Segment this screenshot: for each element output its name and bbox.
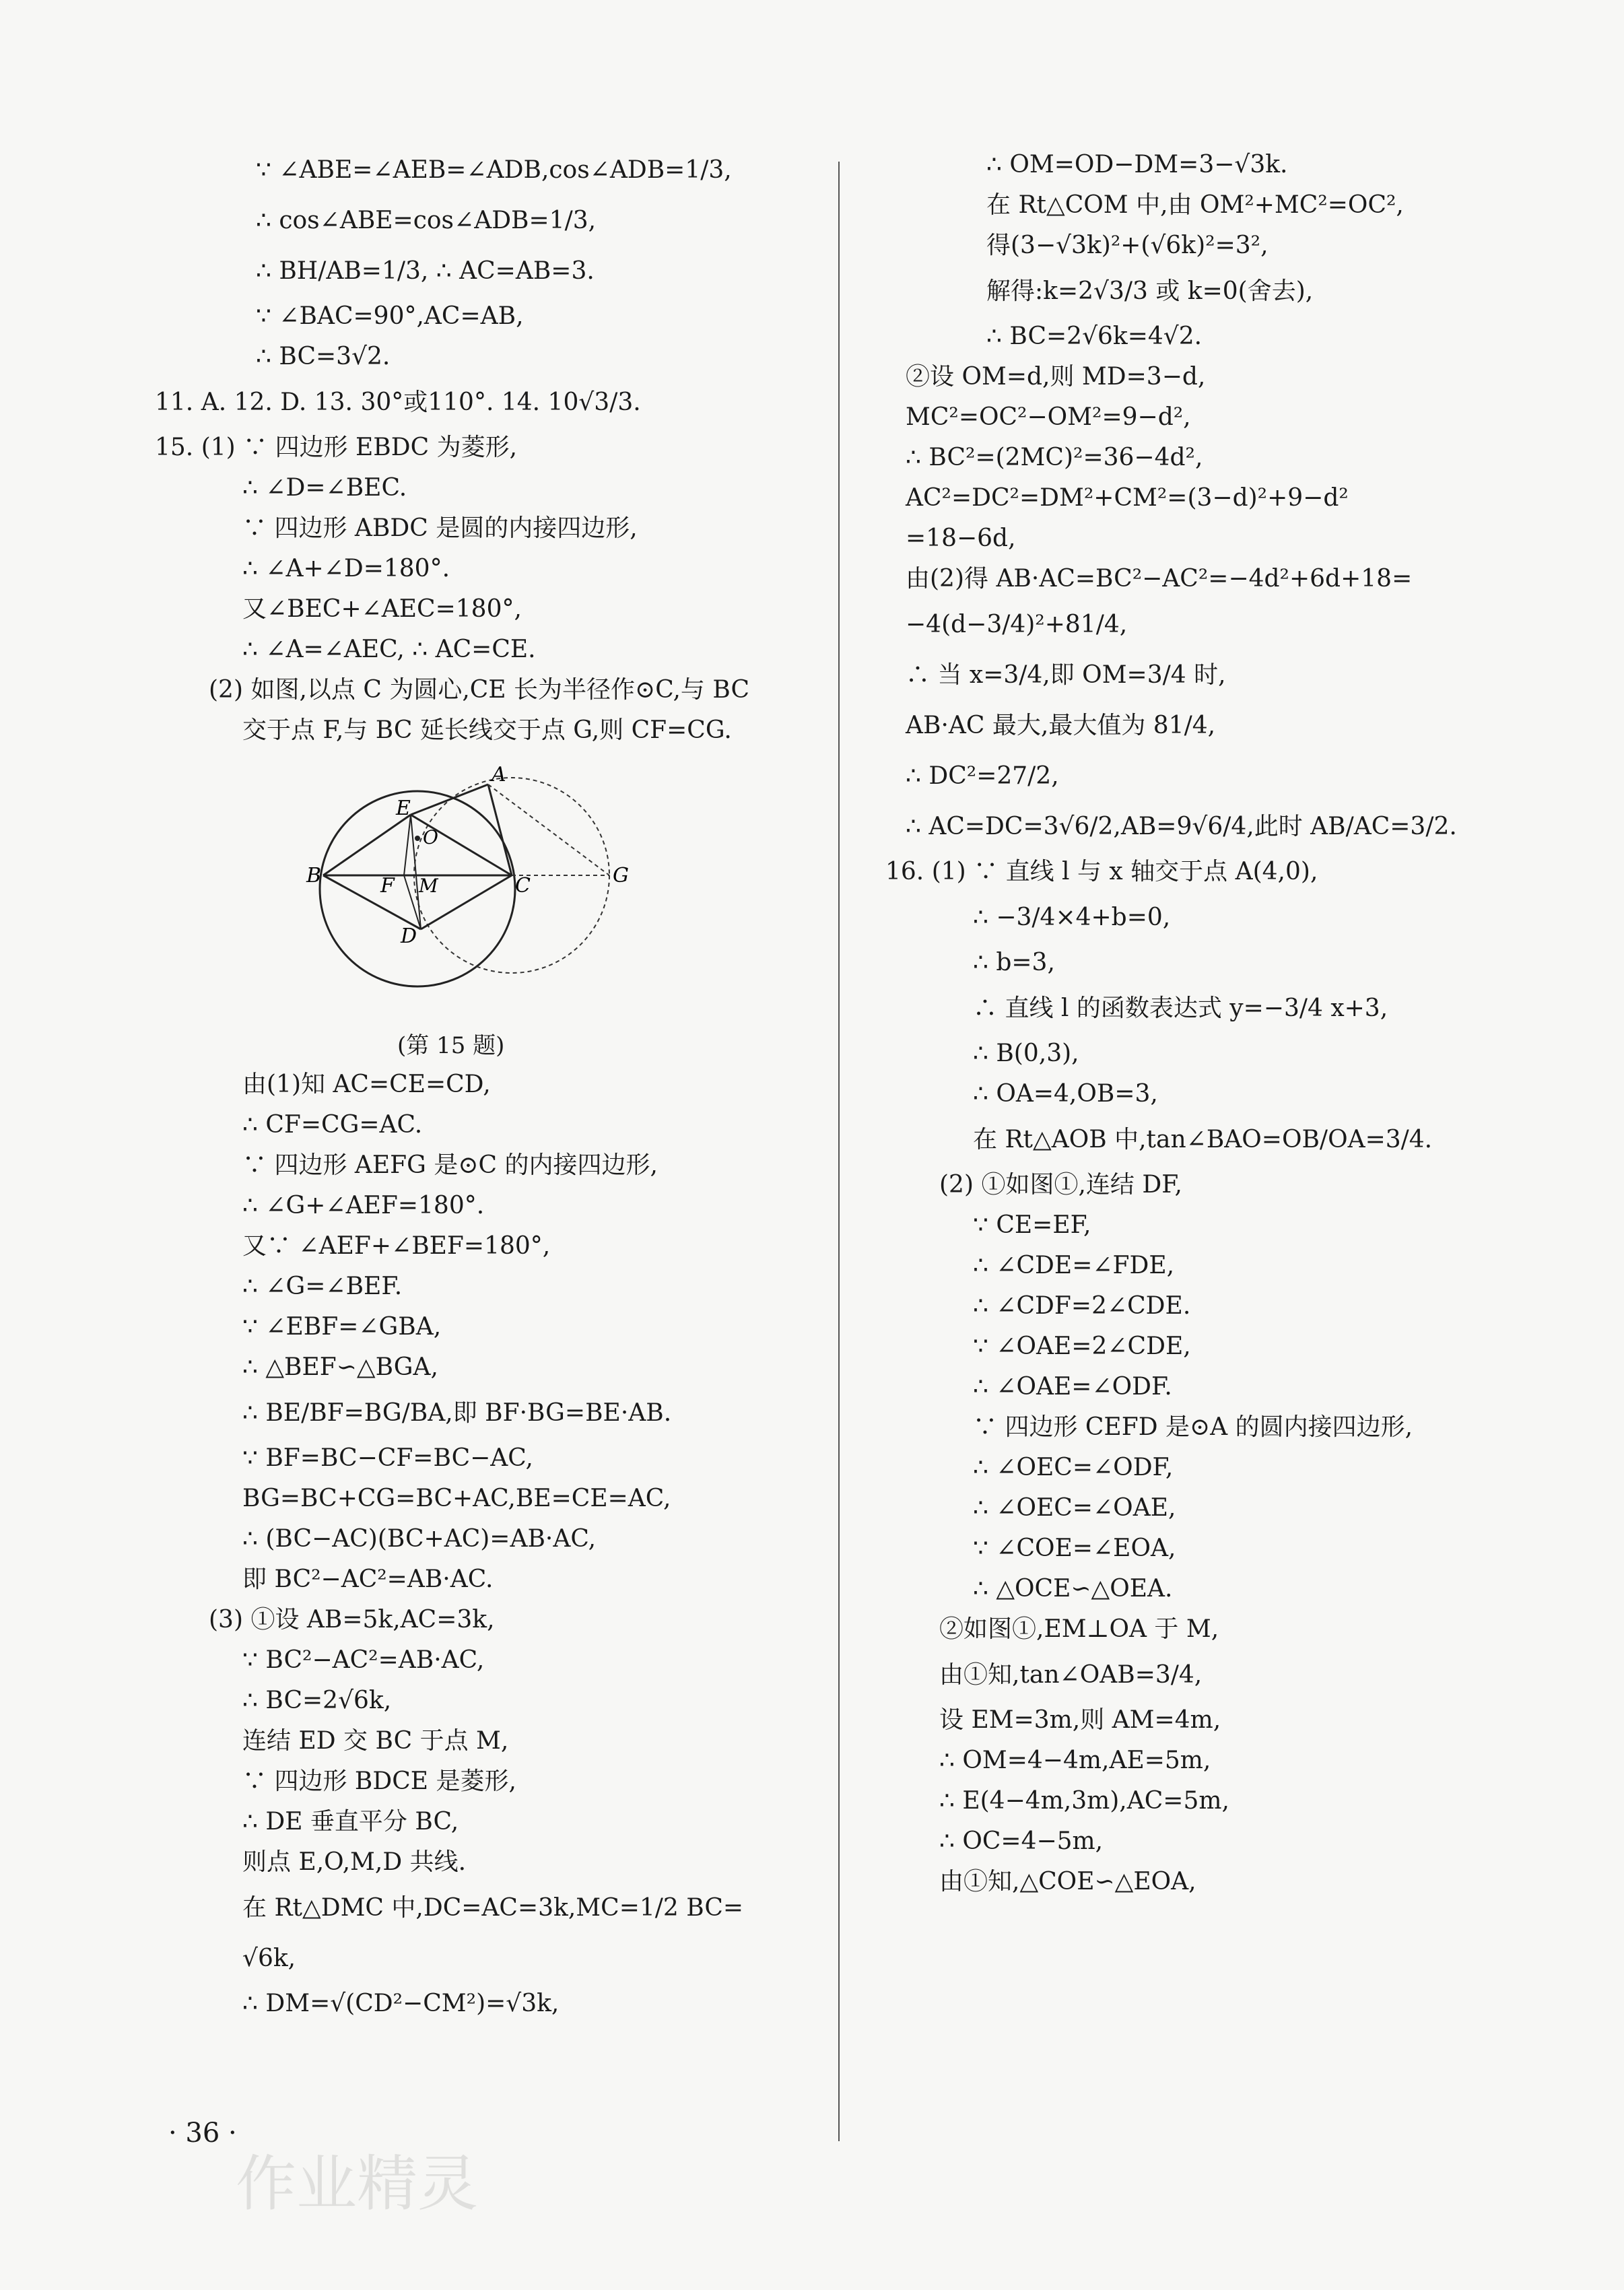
left2-line: ∴ △BEF∽△BGA, <box>242 1353 438 1381</box>
page-number: · 36 · <box>168 2118 237 2149</box>
left-line: 11. A. 12. D. 13. 30°或110°. 14. 10√3/3. <box>155 389 641 416</box>
right-line: AB·AC 最大,最大值为 81/4, <box>906 712 1216 739</box>
left2-line: ∵ 四边形 AEFG 是⊙C 的内接四边形, <box>242 1151 658 1179</box>
label-O: O <box>423 826 438 848</box>
right-line: ∴ ∠OEC=∠ODF, <box>973 1454 1174 1481</box>
label-F: F <box>380 874 395 898</box>
watermark: 作业精灵 <box>236 2149 478 2219</box>
right-line: ∵ CE=EF, <box>973 1211 1091 1239</box>
right-line: 由①知,△COE∽△EOA, <box>939 1868 1196 1895</box>
label-C: C <box>515 874 531 898</box>
left2-line: ∴ ∠G=∠BEF. <box>242 1273 403 1300</box>
right-column <box>885 145 1572 1902</box>
left2-line: ∴ BC=2√6k, <box>242 1687 392 1714</box>
label-B: B <box>306 864 322 887</box>
right-line: 在 Rt△COM 中,由 OM²+MC²=OC², <box>986 191 1404 219</box>
left-lines-top <box>155 145 828 751</box>
right-line: 解得:k=2√3/3 或 k=0(舍去), <box>986 277 1314 305</box>
left2-line: 由(1)知 AC=CE=CD, <box>242 1071 491 1098</box>
left2-line: 连结 ED 交 BC 于点 M, <box>242 1727 509 1755</box>
left-line: ∵ ∠ABE=∠AEB=∠ADB,cos∠ADB=1/3, <box>256 156 732 184</box>
column-divider <box>838 162 840 2141</box>
right-line: MC²=OC²−OM²=9−d², <box>906 403 1191 431</box>
left2-line: (3) ①设 AB=5k,AC=3k, <box>209 1606 495 1634</box>
left2-line: 在 Rt△DMC 中,DC=AC=3k,MC=1/2 BC= <box>242 1894 744 1922</box>
left2-line: 又∵ ∠AEF+∠BEF=180°, <box>242 1232 551 1260</box>
right-line: ∴ B(0,3), <box>973 1040 1079 1067</box>
right-line: ②设 OM=d,则 MD=3−d, <box>906 363 1206 391</box>
label-D: D <box>401 924 417 948</box>
label-E: E <box>396 797 411 820</box>
right-line: ∵ ∠OAE=2∠CDE, <box>973 1333 1191 1360</box>
left2-line: ∵ 四边形 BDCE 是菱形, <box>242 1767 516 1795</box>
label-A: A <box>492 763 506 786</box>
left2-line: ∴ CF=CG=AC. <box>242 1111 423 1139</box>
right-line: ∵ ∠COE=∠EOA, <box>973 1535 1176 1562</box>
right-line: ∴ BC=2√6k=4√2. <box>986 323 1203 350</box>
right-line: 16. (1) ∵ 直线 l 与 x 轴交于点 A(4,0), <box>885 858 1318 885</box>
right-line: ∴ ∠CDF=2∠CDE. <box>973 1292 1191 1320</box>
right-line: 设 EM=3m,则 AM=4m, <box>939 1706 1221 1734</box>
left2-line: √6k, <box>242 1945 296 1972</box>
left2-line: 即 BC²−AC²=AB·AC. <box>242 1565 494 1593</box>
label-G: G <box>613 864 629 887</box>
right-line: ∴ AC=DC=3√6/2,AB=9√6/4,此时 AB/AC=3/2. <box>906 813 1457 840</box>
figure-caption: (第 15 题) <box>397 1032 505 1059</box>
left-line: ∴ ∠D=∠BEC. <box>242 474 407 502</box>
right-line: AC²=DC²=DM²+CM²=(3−d)²+9−d² <box>906 484 1349 512</box>
right-line: ∴ OA=4,OB=3, <box>973 1080 1158 1108</box>
left-line: 交于点 F,与 BC 延长线交于点 G,则 CF=CG. <box>242 716 732 744</box>
right-line: 在 Rt△AOB 中,tan∠BAO=OB/OA=3/4. <box>973 1126 1433 1153</box>
left-line: ∴ BC=3√2. <box>256 343 391 370</box>
left2-line: ∴ DM=√(CD²−CM²)=√3k, <box>242 1990 560 2017</box>
left-line: ∴ ∠A+∠D=180°. <box>242 555 450 582</box>
left-lines-bottom <box>155 1065 828 2024</box>
left2-line: ∵ ∠EBF=∠GBA, <box>242 1313 442 1341</box>
left2-line: ∴ (BC−AC)(BC+AC)=AB·AC, <box>242 1525 597 1553</box>
left2-line: ∴ DE 垂直平分 BC, <box>242 1808 459 1836</box>
right-line: ②如图①,EM⊥OA 于 M, <box>939 1615 1219 1643</box>
left2-line: ∵ BC²−AC²=AB·AC, <box>242 1646 485 1674</box>
right-line: 由①知,tan∠OAB=3/4, <box>939 1661 1203 1689</box>
left-line: 15. (1) ∵ 四边形 EBDC 为菱形, <box>155 434 518 461</box>
left-line: ∴ ∠A=∠AEC, ∴ AC=CE. <box>242 636 536 663</box>
right-line: ∴ BC²=(2MC)²=36−4d², <box>906 444 1203 471</box>
left2-line: ∴ ∠G+∠AEF=180°. <box>242 1192 485 1219</box>
right-line: ∴ OM=OD−DM=3−√3k. <box>986 151 1288 178</box>
right-line: ∴ OC=4−5m, <box>939 1827 1104 1855</box>
figure-15 <box>306 757 828 1027</box>
right-line: ∴ b=3, <box>973 949 1055 976</box>
geometry-diagram <box>306 757 660 1027</box>
left-line: ∵ ∠BAC=90°,AC=AB, <box>256 302 524 330</box>
right-line: ∴ DC²=27/2, <box>906 762 1059 790</box>
right-line: =18−6d, <box>906 525 1016 552</box>
left-line: ∴ BH/AB=1/3, ∴ AC=AB=3. <box>256 257 595 285</box>
left2-line: ∴ BE/BF=BG/BA,即 BF·BG=BE·AB. <box>242 1399 672 1427</box>
right-line: ∴ 直线 l 的函数表达式 y=−3/4 x+3, <box>973 995 1388 1022</box>
right-line: ∴ ∠CDE=∠FDE, <box>973 1252 1175 1279</box>
right-line: ∴ −3/4×4+b=0, <box>973 904 1171 931</box>
right-line: ∴ E(4−4m,3m),AC=5m, <box>939 1787 1229 1815</box>
right-line: 由(2)得 AB·AC=BC²−AC²=−4d²+6d+18= <box>906 565 1413 593</box>
left-line: (2) 如图,以点 C 为圆心,CE 长为半径作⊙C,与 BC <box>209 676 750 704</box>
right-line: −4(d−3/4)²+81/4, <box>906 611 1128 638</box>
label-M: M <box>419 875 438 897</box>
right-line: ∵ 四边形 CEFD 是⊙A 的圆内接四边形, <box>973 1413 1413 1441</box>
left2-line: ∵ BF=BC−CF=BC−AC, <box>242 1444 533 1472</box>
left2-line: BG=BC+CG=BC+AC,BE=CE=AC, <box>242 1485 671 1512</box>
right-line: ∴ △OCE∽△OEA. <box>973 1575 1173 1603</box>
right-lines <box>885 145 1572 1902</box>
left2-line: 则点 E,O,M,D 共线. <box>242 1848 467 1876</box>
right-line: (2) ①如图①,连结 DF, <box>939 1171 1183 1199</box>
left-line: ∵ 四边形 ABDC 是圆的内接四边形, <box>242 514 638 542</box>
right-line: ∴ ∠OAE=∠ODF. <box>973 1373 1172 1401</box>
left-line: ∴ cos∠ABE=cos∠ADB=1/3, <box>256 207 597 234</box>
right-line: 得(3−√3k)²+(√6k)²=3², <box>986 232 1268 259</box>
left-line: 又∠BEC+∠AEC=180°, <box>242 595 522 623</box>
right-line: ∴ 当 x=3/4,即 OM=3/4 时, <box>906 661 1226 689</box>
right-line: ∴ OM=4−4m,AE=5m, <box>939 1747 1211 1774</box>
right-line: ∴ ∠OEC=∠OAE, <box>973 1494 1176 1522</box>
left-column <box>155 145 828 2024</box>
